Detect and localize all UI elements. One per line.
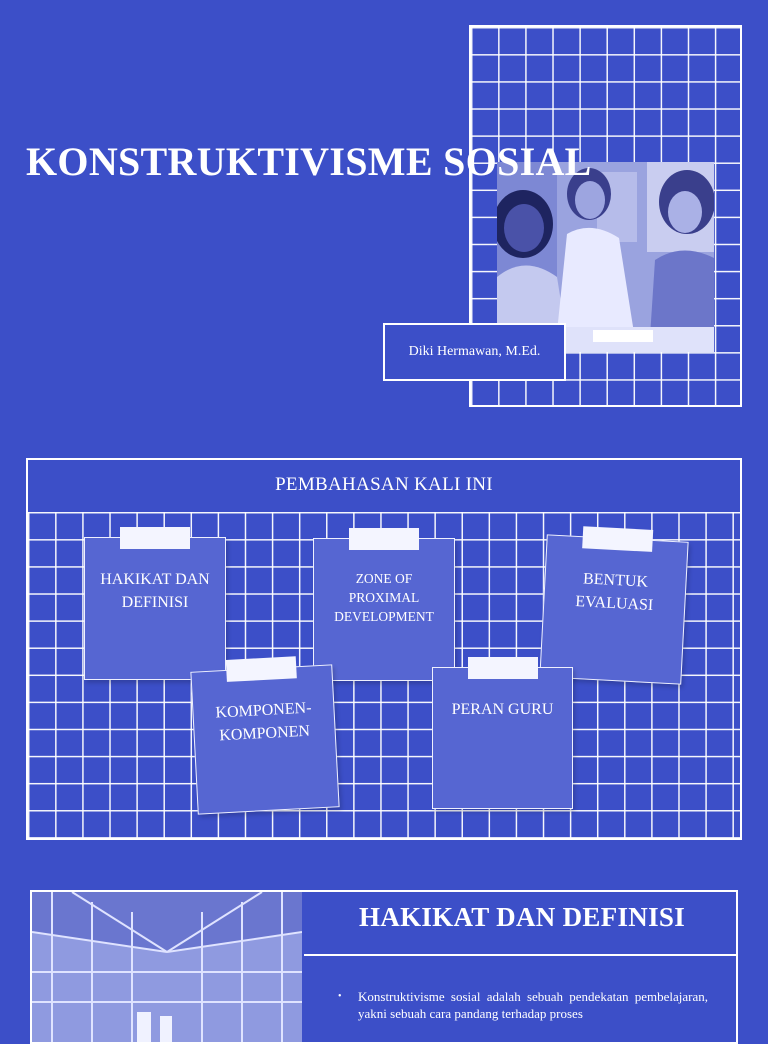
tape-strip: [226, 656, 297, 682]
note-peran-guru: [432, 667, 573, 809]
tape-strip: [468, 657, 538, 679]
definition-bullet: • Konstruktivisme sosial adalah sebuah pendekatan pembelajaran, yakni sebuah cara pandang terhadap proses: [338, 988, 708, 1022]
tape-strip: [349, 528, 419, 550]
note-hakikat: [84, 537, 226, 680]
note-label: ZONE OF PROXIMAL DEVELOPMENT: [334, 571, 434, 624]
note-komponen: [190, 664, 339, 814]
author-name: Diki Hermawan, M.Ed.: [408, 344, 541, 359]
agenda-slide: [0, 440, 768, 860]
warehouse-photo: [32, 892, 302, 1044]
note-label: KOMPONEN-KOMPONEN: [215, 699, 312, 745]
note-evaluasi: [539, 534, 688, 684]
note-label: HAKIKAT DAN DEFINISI: [100, 571, 210, 611]
tape-strip: [120, 527, 190, 549]
agenda-heading: PEMBAHASAN KALI INI: [275, 474, 493, 495]
definition-slide: [0, 870, 768, 1024]
presentation-title: KONSTRUKTIVISME SOSIAL: [26, 139, 592, 184]
title-slide: [0, 0, 768, 430]
definition-list: [338, 988, 708, 1022]
note-zpd: [313, 538, 455, 681]
author-box: [383, 323, 566, 381]
tape-strip: [582, 526, 653, 552]
title-divider: [304, 954, 738, 956]
note-label: BENTUK EVALUASI: [574, 570, 654, 615]
section-title: HAKIKAT DAN DEFINISI: [358, 902, 686, 932]
note-label: PERAN GURU: [451, 701, 554, 718]
